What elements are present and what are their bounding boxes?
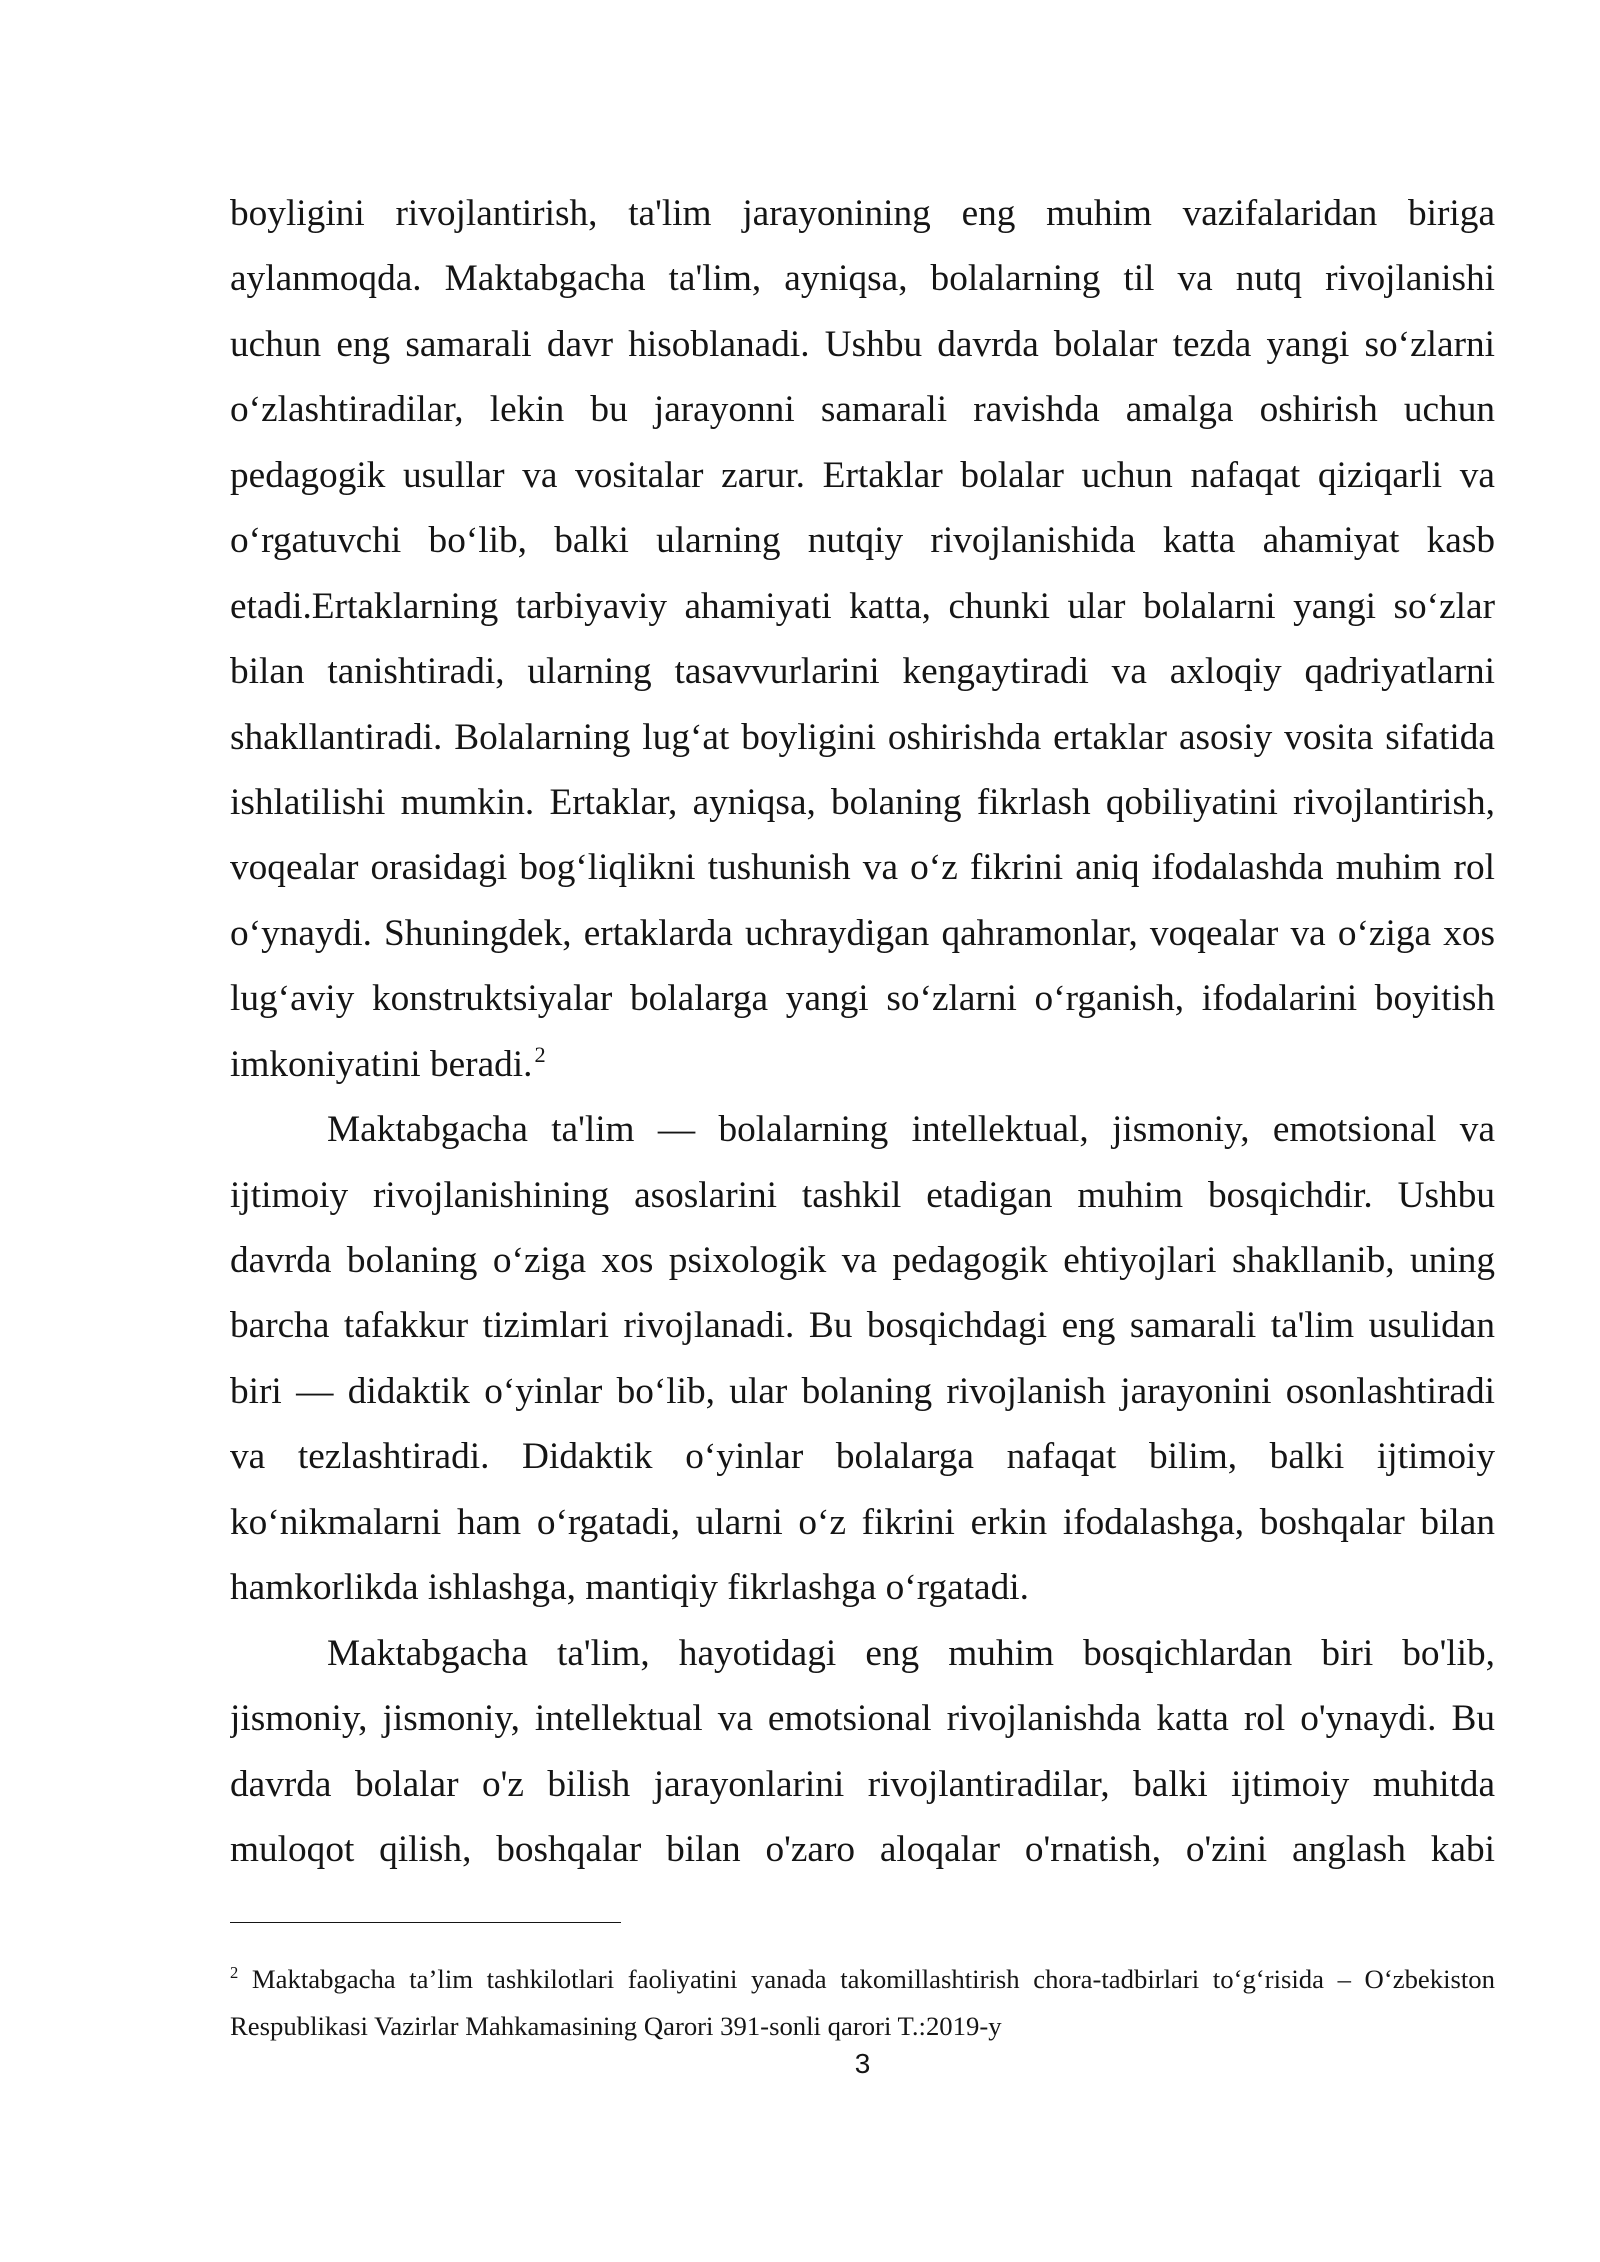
body-line: barcha tafakkur tizimlari rivojlanadi. Bu bosqichdagi eng samarali ta'lim usulidan [230, 1305, 1495, 1347]
body-line: ko‘nikmalarni ham o‘rgatadi, ularni o‘z fikrini erkin ifodalashga, boshqalar bilan [230, 1501, 1495, 1543]
body-line: hamkorlikda ishlashga, mantiqiy fikrlashga o‘rgatadi. [230, 1567, 1029, 1609]
body-line: ishlatilishi mumkin. Ertaklar, ayniqsa, bolaning fikrlash qobiliyatini rivojlantirish, [230, 781, 1495, 823]
paragraph [230, 1621, 1495, 1883]
footnote [230, 1956, 1495, 2050]
body-line: etadi.Ertaklarning tarbiyaviy ahamiyati katta, chunki ular bolalarni yangi so‘zlar [230, 585, 1495, 627]
body-line: va tezlashtiradi. Didaktik o‘yinlar bolalarga nafaqat bilim, balki ijtimoiy [230, 1436, 1495, 1478]
body-line: shakllantiradi. Bolalarning lug‘at boyligini oshirishda ertaklar asosiy vosita sifatida [230, 716, 1495, 758]
body-line: o‘ynaydi. Shuningdek, ertaklarda uchraydigan qahramonlar, voqealar va o‘ziga xos [230, 912, 1495, 954]
paragraph [230, 1097, 1495, 1621]
footnote-marker: 2 [230, 1963, 239, 1983]
body-line: lug‘aviy konstruktsiyalar bolalarga yangi so‘zlarni o‘rganish, ifodalarini boyitish [230, 978, 1495, 1020]
body-line: davrda bolalar o'z bilish jarayonlarini rivojlantiradilar, balki ijtimoiy muhitda [230, 1763, 1495, 1805]
body-line: aylanmoqda. Maktabgacha ta'lim, ayniqsa, bolalarning til va nutq rivojlanishi [230, 258, 1495, 300]
footnote-separator [230, 1922, 621, 1923]
footnote-line [230, 1956, 1495, 2003]
body-line-text: imkoniyatini beradi. [230, 1043, 533, 1085]
body-line [230, 1032, 1495, 1097]
body-line: voqealar orasidagi bog‘liqlikni tushunish va o‘z fikrini aniq ifodalashda muhim rol [230, 847, 1495, 889]
footnote-reference[interactable]: 2 [534, 1042, 546, 1068]
body-line: jismoniy, jismoniy, intellektual va emotsional rivojlanishda katta rol o'ynaydi. Bu [230, 1698, 1495, 1740]
body-line: ijtimoiy rivojlanishining asoslarini tashkil etadigan muhim bosqichdir. Ushbu [230, 1174, 1495, 1216]
body-line: davrda bolaning o‘ziga xos psixologik va pedagogik ehtiyojlari shakllanib, uning [230, 1240, 1495, 1281]
body-line: o‘rgatuvchi bo‘lib, balki ularning nutqiy rivojlanishida katta ahamiyat kasb [230, 520, 1495, 562]
body-line: muloqot qilish, boshqalar bilan o'zaro aloqalar o'rnatish, o'zini anglash kabi [230, 1828, 1495, 1870]
page-number: 3 [854, 2048, 871, 2079]
body-line: bilan tanishtiradi, ularning tasavvurlarini kengaytiradi va axloqiy qadriyatlarni [230, 651, 1495, 693]
paragraph [230, 181, 1495, 1097]
footnote-line: Respublikasi Vazirlar Mahkamasining Qarori 391-sonli qarori T.:2019-y [230, 2011, 1002, 2041]
body-line: Maktabgacha ta'lim, hayotidagi eng muhim bosqichlardan biri bo'lib, [327, 1632, 1495, 1674]
body-line: pedagogik usullar va vositalar zarur. Ertaklar bolalar uchun nafaqat qiziqarli va [230, 454, 1495, 496]
footnote-line-text: Maktabgacha ta’lim tashkilotlari faoliyatini yanada takomillashtirish chora-tadbirlari to‘g‘risida – O‘zbekiston [251, 1964, 1495, 1994]
body-line: boyligini rivojlantirish, ta'lim jarayonining eng muhim vazifalaridan biriga [230, 193, 1495, 234]
body-text [230, 181, 1495, 1882]
body-line: Maktabgacha ta'lim — bolalarning intellektual, jismoniy, emotsional va [327, 1109, 1495, 1151]
body-line: uchun eng samarali davr hisoblanadi. Ushbu davrda bolalar tezda yangi so‘zlarni [230, 323, 1495, 365]
body-line: o‘zlashtiradilar, lekin bu jarayonni samarali ravishda amalga oshirish uchun [230, 389, 1495, 431]
body-line: biri — didaktik o‘yinlar bo‘lib, ular bolaning rivojlanish jarayonini osonlashtiradi [230, 1370, 1495, 1412]
